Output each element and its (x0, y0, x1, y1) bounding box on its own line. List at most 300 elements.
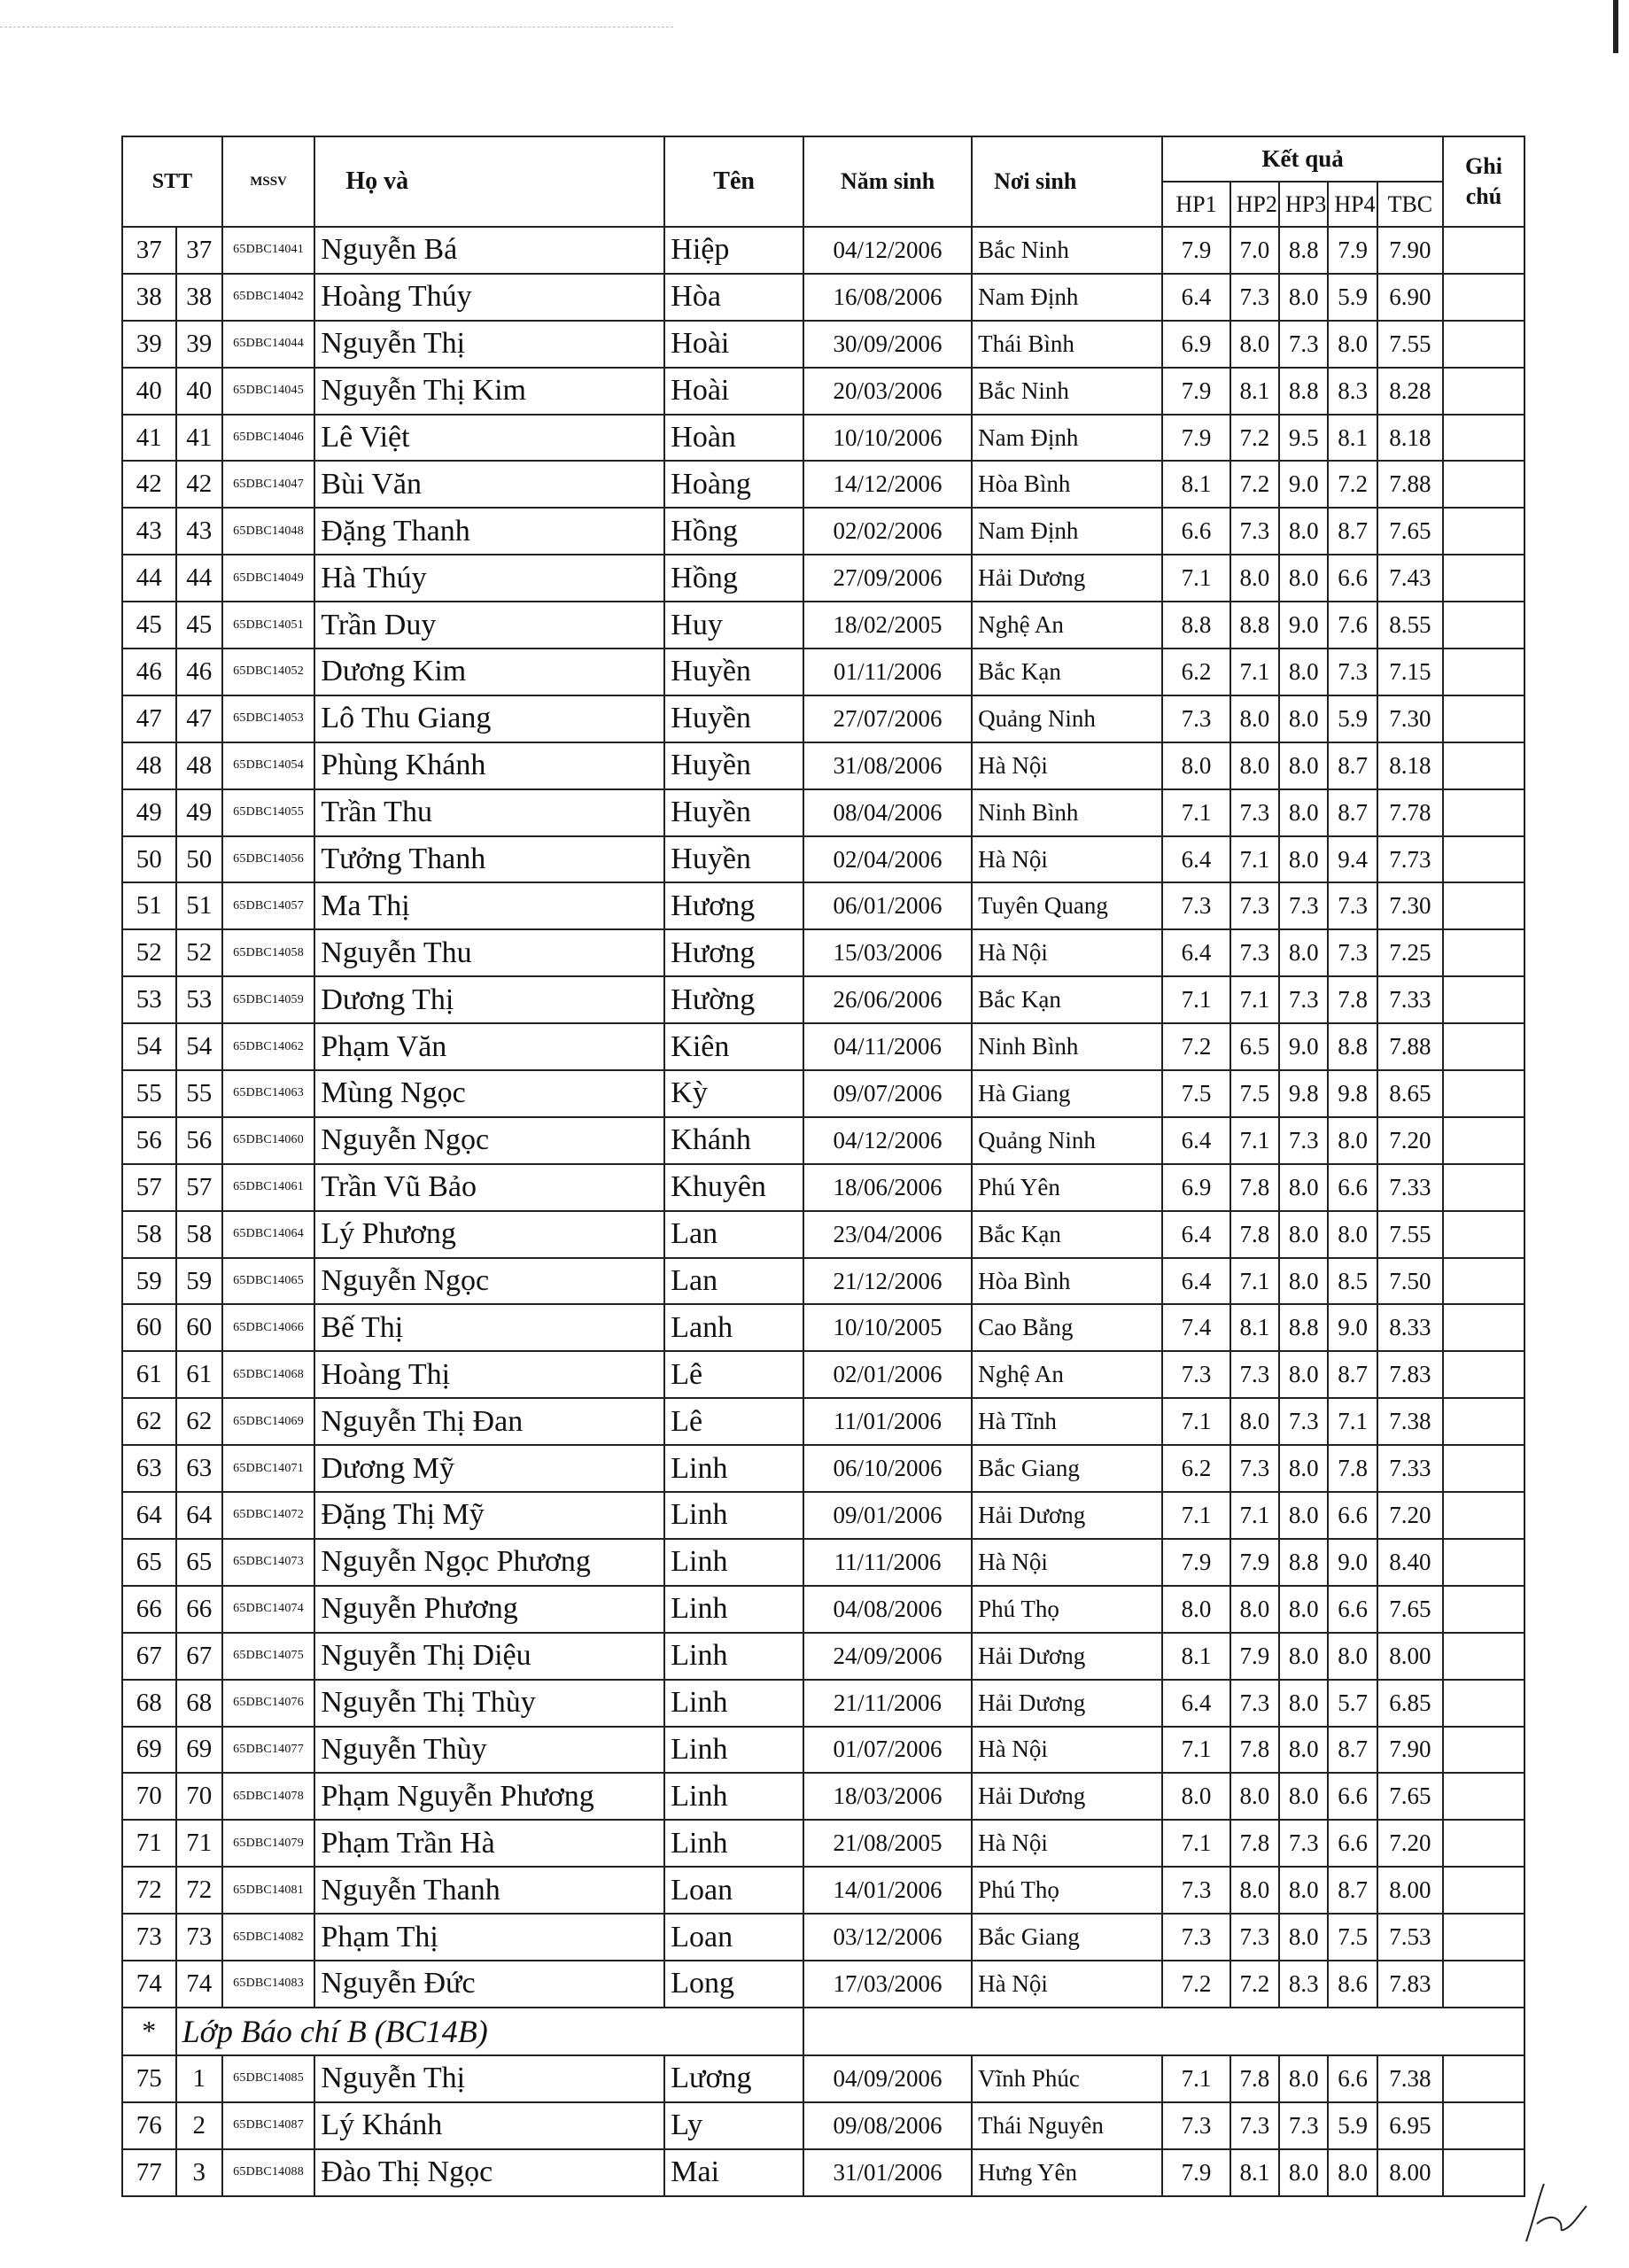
row-nam-sinh: 15/03/2006 (803, 929, 972, 976)
row-ghi-chu (1443, 227, 1524, 274)
row-hp4: 9.8 (1328, 1070, 1377, 1117)
row-ho-va: Nguyễn Thu (314, 929, 664, 976)
row-noi-sinh: Nghệ An (972, 1351, 1162, 1398)
row-hp3: 8.0 (1279, 274, 1328, 321)
row-hp2: 8.1 (1230, 368, 1279, 415)
row-hp4: 8.0 (1328, 1117, 1377, 1164)
row-ten: Linh (664, 1633, 803, 1680)
row-ho-va: Bùi Văn (314, 461, 664, 508)
row-hp2: 7.3 (1230, 1914, 1279, 1961)
row-hp3: 7.3 (1279, 1820, 1328, 1867)
row-nam-sinh: 04/12/2006 (803, 227, 972, 274)
row-noi-sinh: Hải Dương (972, 1492, 1162, 1539)
row-mssv: 65DBC14077 (222, 1727, 314, 1774)
row-hp2: 7.1 (1230, 1258, 1279, 1305)
row-hp3: 8.8 (1279, 1539, 1328, 1586)
row-index: 2 (176, 2102, 222, 2149)
row-ghi-chu (1443, 882, 1524, 929)
row-index: 42 (176, 461, 222, 508)
row-index: 69 (176, 1727, 222, 1774)
row-noi-sinh: Thái Bình (972, 321, 1162, 368)
row-hp2: 8.1 (1230, 1304, 1279, 1351)
row-hp4: 5.9 (1328, 2102, 1377, 2149)
row-nam-sinh: 18/03/2006 (803, 1773, 972, 1820)
row-mssv: 65DBC14046 (222, 415, 314, 462)
row-noi-sinh: Hưng Yên (972, 2149, 1162, 2196)
row-stt: 60 (122, 1304, 176, 1351)
row-hp1: 7.9 (1162, 227, 1230, 274)
row-ten: Linh (664, 1820, 803, 1867)
row-index: 53 (176, 976, 222, 1023)
row-hp1: 7.9 (1162, 368, 1230, 415)
header-mssv: MSSV (222, 136, 314, 227)
row-ten: Loan (664, 1867, 803, 1914)
row-hp4: 8.7 (1328, 742, 1377, 789)
row-mssv: 65DBC14051 (222, 602, 314, 649)
row-hp3: 8.0 (1279, 1867, 1328, 1914)
row-stt: 48 (122, 742, 176, 789)
row-stt: 73 (122, 1914, 176, 1961)
header-hp4: HP4 (1328, 182, 1377, 227)
row-ten: Huy (664, 602, 803, 649)
row-index: 57 (176, 1164, 222, 1211)
row-index: 1 (176, 2055, 222, 2102)
row-stt: 68 (122, 1680, 176, 1727)
row-ho-va: Nguyễn Phương (314, 1586, 664, 1633)
row-hp4: 5.7 (1328, 1680, 1377, 1727)
row-index: 63 (176, 1445, 222, 1492)
header-noi-sinh: Nơi sinh (972, 136, 1162, 227)
row-hp4: 8.0 (1328, 321, 1377, 368)
row-noi-sinh: Bắc Kạn (972, 1211, 1162, 1258)
row-mssv: 65DBC14065 (222, 1258, 314, 1305)
row-hp2: 7.8 (1230, 1820, 1279, 1867)
row-tbc: 7.65 (1377, 1773, 1443, 1820)
row-noi-sinh: Hà Nội (972, 929, 1162, 976)
row-stt: 42 (122, 461, 176, 508)
row-ho-va: Tưởng Thanh (314, 836, 664, 883)
row-ghi-chu (1443, 602, 1524, 649)
row-noi-sinh: Nghệ An (972, 602, 1162, 649)
row-mssv: 65DBC14041 (222, 227, 314, 274)
row-ten: Huyền (664, 836, 803, 883)
header-ghi-chu: Ghi chú (1443, 136, 1524, 227)
row-ten: Ly (664, 2102, 803, 2149)
row-ho-va: Nguyễn Thanh (314, 1867, 664, 1914)
row-hp4: 6.6 (1328, 1820, 1377, 1867)
row-tbc: 8.00 (1377, 1867, 1443, 1914)
row-stt: 54 (122, 1023, 176, 1070)
row-hp3: 9.8 (1279, 1070, 1328, 1117)
row-ghi-chu (1443, 2149, 1524, 2196)
row-hp2: 8.0 (1230, 555, 1279, 602)
row-ten: Hoài (664, 368, 803, 415)
row-ghi-chu (1443, 1961, 1524, 2008)
row-mssv: 65DBC14048 (222, 508, 314, 555)
group-section (122, 2008, 1524, 2055)
row-hp1: 6.6 (1162, 508, 1230, 555)
row-mssv: 65DBC14078 (222, 1773, 314, 1820)
row-noi-sinh: Tuyên Quang (972, 882, 1162, 929)
row-hp4: 8.0 (1328, 1211, 1377, 1258)
row-hp2: 7.1 (1230, 836, 1279, 883)
header-hp1: HP1 (1162, 182, 1230, 227)
row-nam-sinh: 02/02/2006 (803, 508, 972, 555)
row-stt: 49 (122, 789, 176, 836)
row-hp2: 7.8 (1230, 1727, 1279, 1774)
row-ho-va: Nguyễn Thị Diệu (314, 1633, 664, 1680)
row-hp3: 7.3 (1279, 321, 1328, 368)
header-tbc: TBC (1377, 182, 1443, 227)
row-ghi-chu (1443, 742, 1524, 789)
row-mssv: 65DBC14069 (222, 1398, 314, 1445)
row-ghi-chu (1443, 555, 1524, 602)
row-index: 71 (176, 1820, 222, 1867)
row-ten: Hương (664, 929, 803, 976)
row-ho-va: Nguyễn Thị (314, 2055, 664, 2102)
row-tbc: 8.28 (1377, 368, 1443, 415)
row-nam-sinh: 30/09/2006 (803, 321, 972, 368)
row-ho-va: Bế Thị (314, 1304, 664, 1351)
row-mssv: 65DBC14085 (222, 2055, 314, 2102)
row-ghi-chu (1443, 1164, 1524, 1211)
row-hp4: 7.5 (1328, 1914, 1377, 1961)
row-nam-sinh: 11/11/2006 (803, 1539, 972, 1586)
row-hp4: 9.0 (1328, 1539, 1377, 1586)
row-noi-sinh: Bắc Ninh (972, 368, 1162, 415)
row-hp3: 8.0 (1279, 1680, 1328, 1727)
row-tbc: 7.20 (1377, 1492, 1443, 1539)
row-tbc: 8.00 (1377, 2149, 1443, 2196)
row-tbc: 7.30 (1377, 882, 1443, 929)
header-stt: STT (122, 136, 222, 227)
row-noi-sinh: Hà Nội (972, 1820, 1162, 1867)
row-ho-va: Lý Khánh (314, 2102, 664, 2149)
row-ho-va: Phạm Thị (314, 1914, 664, 1961)
row-ho-va: Lý Phương (314, 1211, 664, 1258)
row-stt: 67 (122, 1633, 176, 1680)
row-noi-sinh: Phú Yên (972, 1164, 1162, 1211)
row-hp3: 9.0 (1279, 1023, 1328, 1070)
row-ho-va: Ma Thị (314, 882, 664, 929)
row-stt: 76 (122, 2102, 176, 2149)
row-ho-va: Hà Thúy (314, 555, 664, 602)
header-ten: Tên (664, 136, 803, 227)
row-noi-sinh: Hà Nội (972, 1727, 1162, 1774)
row-index: 73 (176, 1914, 222, 1961)
row-hp2: 7.3 (1230, 508, 1279, 555)
row-hp2: 8.0 (1230, 1773, 1279, 1820)
row-tbc: 7.78 (1377, 789, 1443, 836)
row-mssv: 65DBC14076 (222, 1680, 314, 1727)
row-stt: 64 (122, 1492, 176, 1539)
row-ghi-chu (1443, 508, 1524, 555)
row-ho-va: Dương Thị (314, 976, 664, 1023)
row-hp3: 8.8 (1279, 227, 1328, 274)
row-hp1: 6.9 (1162, 1164, 1230, 1211)
row-mssv: 65DBC14049 (222, 555, 314, 602)
row-ten: Linh (664, 1680, 803, 1727)
row-tbc: 8.00 (1377, 1633, 1443, 1680)
row-ten: Huyền (664, 649, 803, 695)
row-hp2: 7.2 (1230, 415, 1279, 462)
row-nam-sinh: 14/01/2006 (803, 1867, 972, 1914)
row-mssv: 65DBC14082 (222, 1914, 314, 1961)
row-hp1: 7.1 (1162, 1727, 1230, 1774)
row-tbc: 7.38 (1377, 2055, 1443, 2102)
row-hp2: 7.0 (1230, 227, 1279, 274)
row-ten: Hiệp (664, 227, 803, 274)
table-row (122, 1351, 1524, 1398)
row-stt: 43 (122, 508, 176, 555)
row-hp3: 9.0 (1279, 602, 1328, 649)
row-hp1: 8.0 (1162, 742, 1230, 789)
row-ho-va: Phạm Nguyễn Phương (314, 1773, 664, 1820)
row-nam-sinh: 17/03/2006 (803, 1961, 972, 2008)
row-hp3: 8.0 (1279, 789, 1328, 836)
row-hp3: 8.0 (1279, 1914, 1328, 1961)
table-row (122, 1586, 1524, 1633)
table-row (122, 789, 1524, 836)
row-ten: Linh (664, 1492, 803, 1539)
header-nam-sinh: Năm sinh (803, 136, 972, 227)
row-nam-sinh: 31/08/2006 (803, 742, 972, 789)
row-hp1: 7.3 (1162, 2102, 1230, 2149)
row-hp4: 8.6 (1328, 1961, 1377, 2008)
row-ten: Lan (664, 1258, 803, 1305)
row-ghi-chu (1443, 1867, 1524, 1914)
row-nam-sinh: 21/11/2006 (803, 1680, 972, 1727)
row-ten: Hương (664, 882, 803, 929)
row-tbc: 7.83 (1377, 1351, 1443, 1398)
row-hp4: 8.7 (1328, 789, 1377, 836)
row-ho-va: Trần Thu (314, 789, 664, 836)
row-ten: Khánh (664, 1117, 803, 1164)
row-nam-sinh: 02/04/2006 (803, 836, 972, 883)
row-hp2: 8.0 (1230, 695, 1279, 742)
row-stt: 50 (122, 836, 176, 883)
row-stt: 77 (122, 2149, 176, 2196)
row-hp3: 8.3 (1279, 1961, 1328, 2008)
row-tbc: 7.88 (1377, 1023, 1443, 1070)
row-tbc: 7.88 (1377, 461, 1443, 508)
row-hp3: 8.0 (1279, 1727, 1328, 1774)
row-hp1: 6.4 (1162, 1680, 1230, 1727)
row-index: 51 (176, 882, 222, 929)
row-hp3: 7.3 (1279, 882, 1328, 929)
table-row (122, 461, 1524, 508)
row-stt: 66 (122, 1586, 176, 1633)
row-ghi-chu (1443, 1211, 1524, 1258)
table-row (122, 1820, 1524, 1867)
row-nam-sinh: 04/11/2006 (803, 1023, 972, 1070)
row-ten: Hồng (664, 508, 803, 555)
row-noi-sinh: Hòa Bình (972, 1258, 1162, 1305)
row-hp2: 7.3 (1230, 2102, 1279, 2149)
row-hp1: 6.4 (1162, 1117, 1230, 1164)
row-hp2: 7.5 (1230, 1070, 1279, 1117)
row-tbc: 7.73 (1377, 836, 1443, 883)
row-ho-va: Đặng Thanh (314, 508, 664, 555)
row-tbc: 6.95 (1377, 2102, 1443, 2149)
table-row (122, 2102, 1524, 2149)
row-ghi-chu (1443, 789, 1524, 836)
row-hp1: 7.9 (1162, 2149, 1230, 2196)
row-mssv: 65DBC14073 (222, 1539, 314, 1586)
row-nam-sinh: 09/01/2006 (803, 1492, 972, 1539)
row-ghi-chu (1443, 1445, 1524, 1492)
row-ho-va: Trần Duy (314, 602, 664, 649)
row-ghi-chu (1443, 274, 1524, 321)
table-row (122, 1633, 1524, 1680)
row-hp3: 8.0 (1279, 1586, 1328, 1633)
row-stt: 65 (122, 1539, 176, 1586)
row-nam-sinh: 21/12/2006 (803, 1258, 972, 1305)
row-index: 41 (176, 415, 222, 462)
row-tbc: 7.15 (1377, 649, 1443, 695)
table-row (122, 976, 1524, 1023)
row-ghi-chu (1443, 2055, 1524, 2102)
row-hp4: 7.8 (1328, 1445, 1377, 1492)
row-index: 65 (176, 1539, 222, 1586)
row-ho-va: Lô Thu Giang (314, 695, 664, 742)
row-hp4: 8.5 (1328, 1258, 1377, 1305)
row-ten: Hoàn (664, 415, 803, 462)
row-noi-sinh: Vĩnh Phúc (972, 2055, 1162, 2102)
row-stt: 41 (122, 415, 176, 462)
table-row (122, 321, 1524, 368)
row-ghi-chu (1443, 415, 1524, 462)
row-tbc: 7.20 (1377, 1117, 1443, 1164)
row-mssv: 65DBC14063 (222, 1070, 314, 1117)
row-index: 38 (176, 274, 222, 321)
table-row (122, 1023, 1524, 1070)
row-index: 74 (176, 1961, 222, 2008)
row-ho-va: Nguyễn Ngọc (314, 1258, 664, 1305)
row-ho-va: Nguyễn Bá (314, 227, 664, 274)
row-index: 49 (176, 789, 222, 836)
table-row (122, 1680, 1524, 1727)
row-hp1: 7.1 (1162, 976, 1230, 1023)
row-stt: 71 (122, 1820, 176, 1867)
row-tbc: 7.20 (1377, 1820, 1443, 1867)
row-nam-sinh: 18/06/2006 (803, 1164, 972, 1211)
row-index: 72 (176, 1867, 222, 1914)
row-hp3: 8.0 (1279, 1211, 1328, 1258)
row-hp3: 8.8 (1279, 368, 1328, 415)
row-tbc: 7.33 (1377, 1445, 1443, 1492)
header-ket-qua: Kết quả (1162, 136, 1443, 182)
row-hp1: 6.2 (1162, 649, 1230, 695)
row-hp2: 6.5 (1230, 1023, 1279, 1070)
row-ghi-chu (1443, 1586, 1524, 1633)
student-rows-group-b (122, 2055, 1524, 2196)
row-hp3: 8.0 (1279, 1773, 1328, 1820)
row-nam-sinh: 21/08/2005 (803, 1820, 972, 1867)
row-ho-va: Đặng Thị Mỹ (314, 1492, 664, 1539)
row-index: 56 (176, 1117, 222, 1164)
row-hp3: 8.0 (1279, 695, 1328, 742)
row-hp3: 7.3 (1279, 2102, 1328, 2149)
row-noi-sinh: Quảng Ninh (972, 695, 1162, 742)
table-row (122, 836, 1524, 883)
row-stt: 51 (122, 882, 176, 929)
row-hp2: 7.3 (1230, 929, 1279, 976)
row-hp2: 7.9 (1230, 1539, 1279, 1586)
row-hp3: 8.0 (1279, 555, 1328, 602)
row-ten: Huyền (664, 742, 803, 789)
row-ho-va: Nguyễn Đức (314, 1961, 664, 2008)
row-hp1: 7.3 (1162, 695, 1230, 742)
row-stt: 38 (122, 274, 176, 321)
table-row (122, 649, 1524, 695)
row-mssv: 65DBC14055 (222, 789, 314, 836)
row-nam-sinh: 31/01/2006 (803, 2149, 972, 2196)
row-ten: Hoàng (664, 461, 803, 508)
row-hp2: 8.0 (1230, 1398, 1279, 1445)
table-row (122, 882, 1524, 929)
row-hp3: 7.3 (1279, 976, 1328, 1023)
row-index: 46 (176, 649, 222, 695)
row-mssv: 65DBC14072 (222, 1492, 314, 1539)
row-mssv: 65DBC14088 (222, 2149, 314, 2196)
table-row (122, 274, 1524, 321)
row-ghi-chu (1443, 649, 1524, 695)
row-hp2: 7.2 (1230, 1961, 1279, 2008)
row-stt: 75 (122, 2055, 176, 2102)
row-tbc: 7.50 (1377, 1258, 1443, 1305)
row-ho-va: Dương Kim (314, 649, 664, 695)
table-row (122, 1727, 1524, 1774)
row-nam-sinh: 02/01/2006 (803, 1351, 972, 1398)
row-tbc: 7.65 (1377, 508, 1443, 555)
row-stt: 46 (122, 649, 176, 695)
row-hp2: 7.1 (1230, 976, 1279, 1023)
row-ghi-chu (1443, 321, 1524, 368)
row-index: 54 (176, 1023, 222, 1070)
table-row (122, 555, 1524, 602)
row-nam-sinh: 26/06/2006 (803, 976, 972, 1023)
row-mssv: 65DBC14052 (222, 649, 314, 695)
row-nam-sinh: 03/12/2006 (803, 1914, 972, 1961)
row-hp2: 7.3 (1230, 274, 1279, 321)
row-tbc: 7.65 (1377, 1586, 1443, 1633)
row-hp2: 8.0 (1230, 321, 1279, 368)
row-tbc: 7.38 (1377, 1398, 1443, 1445)
row-noi-sinh: Nam Định (972, 508, 1162, 555)
row-stt: 57 (122, 1164, 176, 1211)
row-ten: Long (664, 1961, 803, 2008)
row-stt: 40 (122, 368, 176, 415)
row-mssv: 65DBC14058 (222, 929, 314, 976)
row-ho-va: Phạm Văn (314, 1023, 664, 1070)
row-hp1: 7.3 (1162, 1351, 1230, 1398)
row-ten: Huyền (664, 695, 803, 742)
row-noi-sinh: Hải Dương (972, 1773, 1162, 1820)
row-hp2: 7.9 (1230, 1633, 1279, 1680)
row-ho-va: Nguyễn Thị (314, 321, 664, 368)
row-stt: 72 (122, 1867, 176, 1914)
row-ten: Hòa (664, 274, 803, 321)
row-nam-sinh: 24/09/2006 (803, 1633, 972, 1680)
row-noi-sinh: Cao Bằng (972, 1304, 1162, 1351)
row-tbc: 7.55 (1377, 321, 1443, 368)
row-ten: Lanh (664, 1304, 803, 1351)
table-row (122, 1773, 1524, 1820)
row-tbc: 8.65 (1377, 1070, 1443, 1117)
row-ghi-chu (1443, 1633, 1524, 1680)
row-mssv: 65DBC14054 (222, 742, 314, 789)
